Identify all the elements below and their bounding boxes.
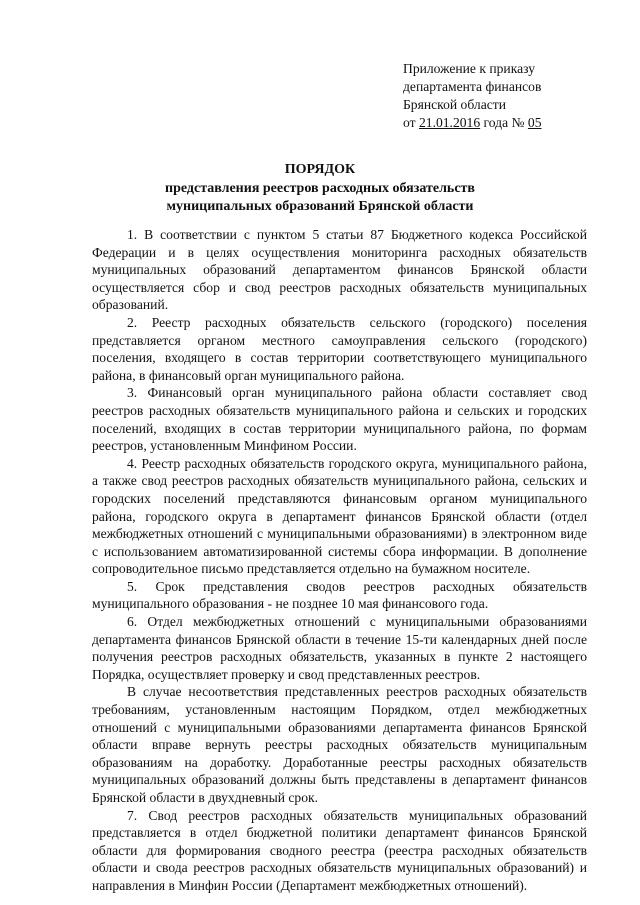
paragraph: 2. Реестр расходных обязательств сельского (городского) поселения представляется органом местного самоуправления сельского (городского) поселения, входящего в состав территории соответствующего муниципального района, в финансовый орган муниципального района. — [92, 314, 587, 383]
document-title: ПОРЯДОК — [284, 162, 356, 177]
paragraph: В случае несоответствия представленных реестров расходных обязательств требованиям, установленным настоящим Порядком, отдел межбюджетных отношений с муниципальными образованиями департамента финансов Брянской области вправе вернуть реестры расходных обязательств муниципальным образованиям на доработку. Доработанные реестры расходных обязательств муниципальных образований должны быть представлены в департамент финансов Брянской области в двухдневный срок. — [92, 684, 587, 805]
appendix-line-4 — [403, 114, 542, 132]
appendix-number: 05 — [527, 115, 542, 130]
document-body — [92, 226, 587, 895]
paragraph: 7. Свод реестров расходных обязательств муниципальных образований представляется в отдел бюджетной политики департамент финансов Брянской области для формирования сводного реестра (реестра расходных обязательств области и свода реестров расходных обязательств муниципальных образований) и направления в Минфин России (Департамент межбюджетных отношений). — [92, 807, 587, 893]
appendix-number-prefix: года № — [480, 115, 528, 130]
appendix-block — [403, 60, 542, 132]
paragraph: 4. Реестр расходных обязательств городского округа, муниципального района, а также свод реестров расходных обязательств муниципального района, сельских и городских поселений представляются финансовым органом муниципального района, городского округа в департамент финансов Брянской области (отдел межбюджетных отношений с муниципальными образованиями) в электронном виде с использованием автоматизированной системы сбора информации. В дополнение сопроводительное письмо представляется отдельно на бумажном носителе. — [92, 455, 587, 577]
document-subtitle: представления реестров расходных обязательств муниципальных образований Брянской области — [165, 181, 475, 214]
appendix-line-2: департамента финансов — [403, 79, 542, 94]
appendix-line-3: Брянской области — [403, 97, 506, 112]
paragraph: 6. Отдел межбюджетных отношений с муниципальными образованиями департамента финансов Брянской области в течение 15-ти календарных дней после получения реестров расходных обязательств, указанных в пункте 2 настоящего Порядка, осуществляет проверку и свод представленных реестров. — [92, 614, 587, 682]
paragraph: 1. В соответствии с пунктом 5 статьи 87 Бюджетного кодекса Российской Федерации и в целях осуществления мониторинга расходных обязательств муниципальных образований департаментом финансов Брянской области осуществляется сбор и свод реестров расходных обязательств муниципальных образований. — [92, 227, 587, 313]
appendix-line-1: Приложение к приказу — [403, 61, 536, 76]
appendix-date: 21.01.2016 — [418, 115, 481, 130]
paragraph: 5. Срок представления сводов реестров расходных обязательств муниципального образования - не позднее 10 мая финансового года. — [92, 578, 587, 612]
paragraph: 3. Финансовый орган муниципального района области составляет свод реестров расходных обязательств муниципального района и сельских и городских поселений, входящих в состав территории муниципального района, по формам реестров, установленным Минфином России. — [92, 385, 587, 454]
appendix-date-prefix: от — [403, 115, 419, 130]
